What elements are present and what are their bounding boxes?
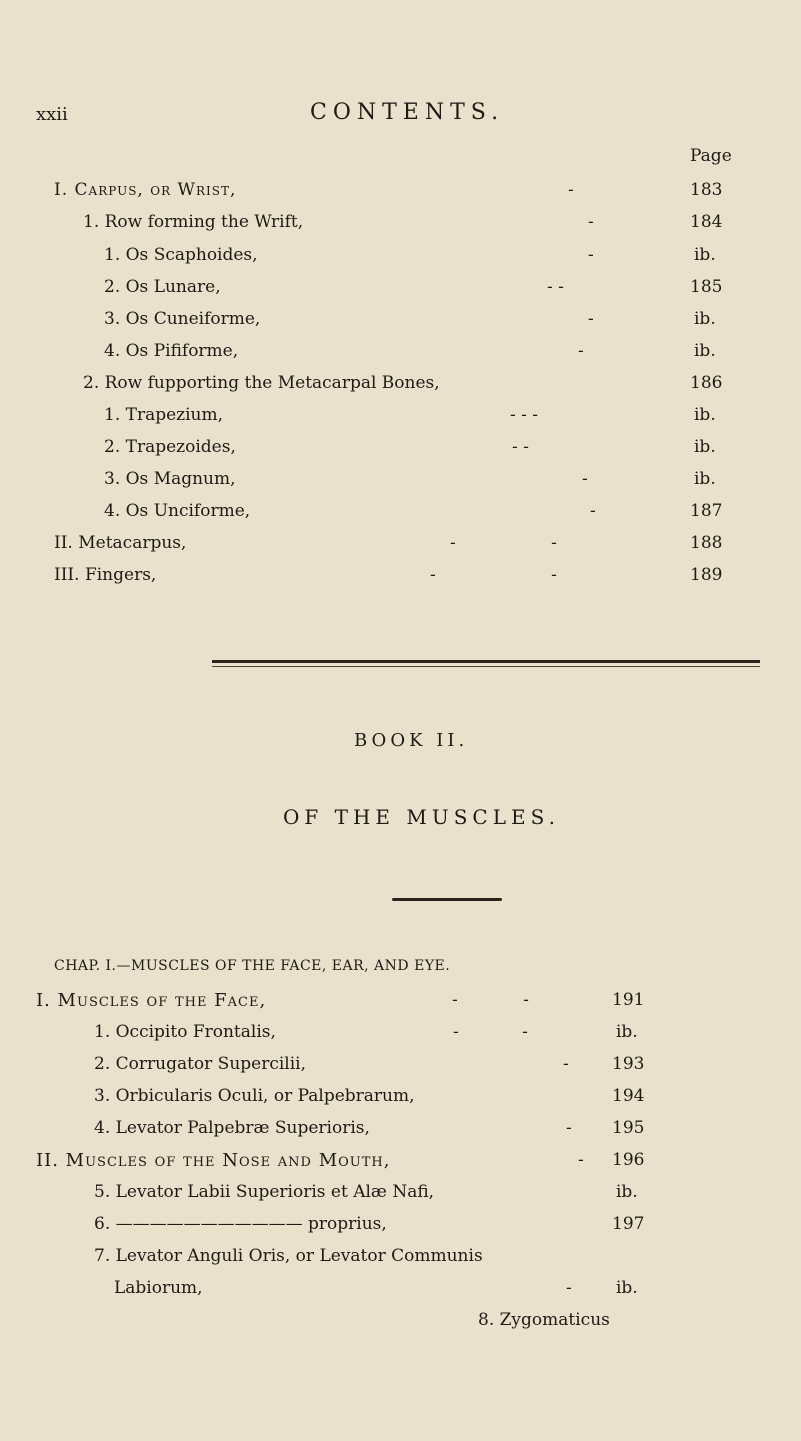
- toc-entry: 3. Os Magnum,: [104, 469, 236, 489]
- page-column-label: Page: [690, 146, 732, 166]
- toc-page-ref: 195: [612, 1118, 645, 1138]
- toc-page-ref: ib.: [694, 341, 716, 361]
- toc-page-ref: ib.: [694, 245, 716, 265]
- toc-leader: -: [578, 1150, 584, 1170]
- toc-entry: 4. Os Pififorme,: [104, 341, 239, 361]
- toc-entry: 6. ——————————— proprius,: [94, 1214, 387, 1234]
- toc-leader: -: [566, 1118, 572, 1138]
- page-number: xxii: [36, 104, 68, 125]
- toc-entry: 2. Row fupporting the Metacarpal Bones,: [83, 373, 440, 393]
- toc-leader: -: [588, 309, 594, 329]
- toc-leader: - -: [547, 277, 564, 297]
- toc-page-ref: 189: [690, 565, 723, 585]
- toc-entry: I. Muscles of the Face,: [36, 990, 267, 1011]
- toc-entry: 3. Os Cuneiforme,: [104, 309, 261, 329]
- toc-entry: 2. Corrugator Supercilii,: [94, 1054, 307, 1074]
- toc-page-ref: ib.: [694, 309, 716, 329]
- toc-page-ref: 191: [612, 990, 645, 1010]
- toc-page-ref: ib.: [616, 1182, 638, 1202]
- chapter-heading: CHAP. I.—MUSCLES OF THE FACE, EAR, AND EYE.: [54, 958, 451, 974]
- toc-entry: 1. Row forming the Wrift,: [83, 212, 304, 232]
- toc-leader: -: [568, 180, 574, 200]
- toc-entry: 2. Os Lunare,: [104, 277, 221, 297]
- book-heading: BOOK II.: [354, 730, 469, 751]
- toc-leader: -: [582, 469, 588, 489]
- toc-page-ref: 197: [612, 1214, 645, 1234]
- toc-entry: 1. Os Scaphoides,: [104, 245, 258, 265]
- toc-leader: -: [588, 212, 594, 232]
- section-divider-thin: [212, 666, 760, 667]
- toc-page-ref: 193: [612, 1054, 645, 1074]
- toc-entry: 1. Trapezium,: [104, 405, 224, 425]
- toc-entry: 8. Zygomaticus: [478, 1310, 610, 1330]
- toc-entry: [54, 180, 236, 200]
- toc-page-ref: 196: [612, 1150, 645, 1170]
- toc-leader: - -: [452, 990, 529, 1010]
- toc-entry: 2. Trapezoides,: [104, 437, 236, 457]
- toc-page-ref: 186: [690, 373, 723, 393]
- toc-page-ref: ib.: [694, 405, 716, 425]
- toc-entry-text: I. Carpus, or Wrist,: [54, 180, 237, 200]
- toc-page-ref: ib.: [694, 469, 716, 489]
- toc-entry: II. Muscles of the Nose and Mouth,: [36, 1150, 391, 1171]
- toc-entry: III. Fingers,: [54, 565, 157, 585]
- toc-entry: 7. Levator Anguli Oris, or Levator Communis: [94, 1246, 483, 1266]
- page-title: CONTENTS.: [310, 100, 505, 125]
- toc-page-ref: 194: [612, 1086, 645, 1106]
- toc-entry: 4. Os Unciforme,: [104, 501, 251, 521]
- toc-entry: Labiorum,: [114, 1278, 203, 1298]
- toc-leader: - -: [450, 533, 557, 553]
- toc-page-ref: ib.: [616, 1022, 638, 1042]
- heading-rule: [392, 898, 502, 901]
- toc-entry: II. Metacarpus,: [54, 533, 187, 553]
- toc-entry: 5. Levator Labii Superioris et Alæ Nafi,: [94, 1182, 435, 1202]
- toc-entry: 3. Orbicularis Oculi, or Palpebrarum,: [94, 1086, 415, 1106]
- toc-leader: -: [588, 245, 594, 265]
- toc-entry: 1. Occipito Frontalis,: [94, 1022, 276, 1042]
- toc-leader: -: [590, 501, 596, 521]
- toc-leader: - - -: [510, 405, 539, 425]
- toc-leader: -: [563, 1054, 569, 1074]
- toc-leader: - -: [512, 437, 529, 457]
- toc-leader: - -: [430, 565, 557, 585]
- toc-page-ref: 184: [690, 212, 723, 232]
- book-subtitle: OF THE MUSCLES.: [283, 805, 560, 829]
- toc-page-ref: 185: [690, 277, 723, 297]
- toc-page-ref: 188: [690, 533, 723, 553]
- toc-page-ref: ib.: [616, 1278, 638, 1298]
- section-divider: [212, 660, 760, 663]
- toc-entry: 4. Levator Palpebræ Superioris,: [94, 1118, 370, 1138]
- toc-leader: -: [566, 1278, 572, 1298]
- toc-page-ref: 187: [690, 501, 723, 521]
- toc-page-ref: 183: [690, 180, 723, 200]
- toc-leader: - -: [453, 1022, 528, 1042]
- toc-page-ref: ib.: [694, 437, 716, 457]
- toc-leader: -: [578, 341, 584, 361]
